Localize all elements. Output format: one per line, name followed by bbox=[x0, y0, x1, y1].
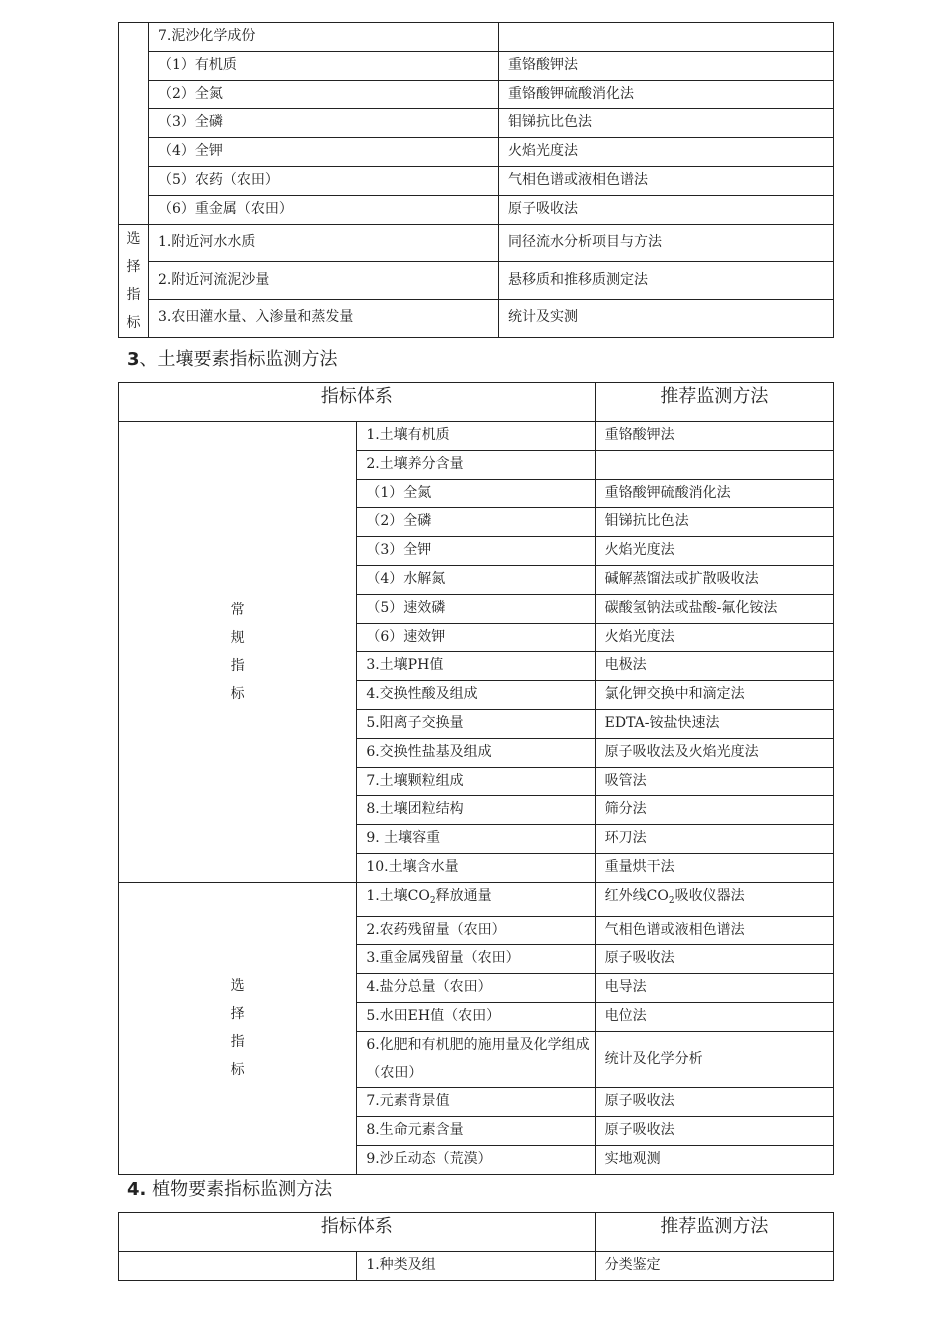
sediment-table bbox=[118, 22, 834, 338]
indicator-cell: 7.土壤颗粒组成 bbox=[357, 767, 595, 796]
method-cell: 同径流水分析项目与方法 bbox=[499, 224, 834, 262]
method-cell bbox=[595, 450, 833, 479]
indicator-cell: （2）全磷 bbox=[357, 508, 595, 537]
method-cell: 重量烘干法 bbox=[595, 853, 833, 882]
method-cell: 悬移质和推移质测定法 bbox=[499, 262, 834, 300]
method-cell: 原子吸收法 bbox=[499, 195, 834, 224]
method-cell: 原子吸收法 bbox=[595, 1088, 833, 1117]
soil-table bbox=[118, 382, 834, 1175]
method-cell: 电位法 bbox=[595, 1002, 833, 1031]
indicator-cell: 9. 土壤容重 bbox=[357, 825, 595, 854]
indicator-cell: 8.土壤团粒结构 bbox=[357, 796, 595, 825]
method-cell: 红外线$CO_2$吸收仪器法 bbox=[595, 882, 833, 916]
indicator-cell: 1.种类及组 bbox=[357, 1252, 595, 1281]
indicator-cell: （4）全钾 bbox=[149, 138, 499, 167]
indicator-cell: 3.重金属残留量（农田） bbox=[357, 945, 595, 974]
method-cell: 钼锑抗比色法 bbox=[499, 109, 834, 138]
header-recommended-method: 推荐监测方法 bbox=[595, 383, 833, 422]
indicator-cell: 5.阳离子交换量 bbox=[357, 709, 595, 738]
method-cell: 重铬酸钾法 bbox=[499, 51, 834, 80]
header-indicator-system: 指标体系 bbox=[119, 1213, 596, 1252]
indicator-cell: 2.土壤养分含量 bbox=[357, 450, 595, 479]
method-cell: 分类鉴定 bbox=[595, 1252, 833, 1281]
method-cell: 统计及化学分析 bbox=[595, 1031, 833, 1088]
indicator-cell: （6）速效钾 bbox=[357, 623, 595, 652]
indicator-cell: 8.生命元素含量 bbox=[357, 1117, 595, 1146]
indicator-cell: （3）全磷 bbox=[149, 109, 499, 138]
indicator-cell: （1）有机质 bbox=[149, 51, 499, 80]
method-cell: 原子吸收法 bbox=[595, 945, 833, 974]
indicator-cell: 3.农田灌水量、入渗量和蒸发量 bbox=[149, 299, 499, 337]
indicator-cell: 7.泥沙化学成份 bbox=[149, 23, 499, 52]
method-cell: 碳酸氢钠法或盐酸-氟化铵法 bbox=[595, 594, 833, 623]
indicator-cell: （3）全钾 bbox=[357, 537, 595, 566]
indicator-cell: （5）农药（农田） bbox=[149, 166, 499, 195]
method-cell: 统计及实测 bbox=[499, 299, 834, 337]
indicator-cell: 1.土壤有机质 bbox=[357, 422, 595, 451]
method-cell: 重铬酸钾法 bbox=[595, 422, 833, 451]
method-cell: EDTA-铵盐快速法 bbox=[595, 709, 833, 738]
method-cell: 筛分法 bbox=[595, 796, 833, 825]
method-cell: 吸管法 bbox=[595, 767, 833, 796]
method-cell: 环刀法 bbox=[595, 825, 833, 854]
method-cell: 碱解蒸馏法或扩散吸收法 bbox=[595, 565, 833, 594]
indicator-cell: 3.土壤PH值 bbox=[357, 652, 595, 681]
category-cell-continued bbox=[119, 23, 149, 225]
method-cell: 火焰光度法 bbox=[499, 138, 834, 167]
indicator-cell: 2.农药残留量（农田） bbox=[357, 916, 595, 945]
indicator-cell: 1.附近河水水质 bbox=[149, 224, 499, 262]
indicator-cell: 6.化肥和有机肥的施用量及化学组成（农田） bbox=[357, 1031, 595, 1088]
optional-category-cell: 选 择 指 标 bbox=[119, 882, 357, 1174]
method-cell: 气相色谱或液相色谱法 bbox=[499, 166, 834, 195]
indicator-cell: （1）全氮 bbox=[357, 479, 595, 508]
method-cell: 火焰光度法 bbox=[595, 623, 833, 652]
section-3-heading: 3、土壤要素指标监测方法 bbox=[127, 349, 338, 370]
category-cell bbox=[119, 1252, 357, 1281]
indicator-cell: （2）全氮 bbox=[149, 80, 499, 109]
regular-category-cell: 常 规 指 标 bbox=[119, 422, 357, 883]
indicator-cell: 4.交换性酸及组成 bbox=[357, 681, 595, 710]
method-cell: 重铬酸钾硫酸消化法 bbox=[499, 80, 834, 109]
indicator-cell: 1.土壤$CO_2$释放通量 bbox=[357, 882, 595, 916]
indicator-cell: （5）速效磷 bbox=[357, 594, 595, 623]
header-indicator-system: 指标体系 bbox=[119, 383, 596, 422]
plant-table bbox=[118, 1212, 834, 1281]
method-cell: 火焰光度法 bbox=[595, 537, 833, 566]
indicator-cell: 2.附近河流泥沙量 bbox=[149, 262, 499, 300]
optional-category-cell: 选 择 指 标 bbox=[119, 224, 149, 337]
method-cell: 钼锑抗比色法 bbox=[595, 508, 833, 537]
method-cell: 电导法 bbox=[595, 974, 833, 1003]
indicator-cell: 6.交换性盐基及组成 bbox=[357, 738, 595, 767]
method-cell: 原子吸收法 bbox=[595, 1117, 833, 1146]
method-cell: 重铬酸钾硫酸消化法 bbox=[595, 479, 833, 508]
indicator-cell: （6）重金属（农田） bbox=[149, 195, 499, 224]
indicator-cell: 9.沙丘动态（荒漠） bbox=[357, 1145, 595, 1174]
indicator-cell: 4.盐分总量（农田） bbox=[357, 974, 595, 1003]
method-cell: 氯化钾交换中和滴定法 bbox=[595, 681, 833, 710]
header-recommended-method: 推荐监测方法 bbox=[595, 1213, 833, 1252]
indicator-cell: （4）水解氮 bbox=[357, 565, 595, 594]
method-cell: 气相色谱或液相色谱法 bbox=[595, 916, 833, 945]
method-cell: 实地观测 bbox=[595, 1145, 833, 1174]
method-cell: 原子吸收法及火焰光度法 bbox=[595, 738, 833, 767]
method-cell bbox=[499, 23, 834, 52]
section-4-heading: 4. 植物要素指标监测方法 bbox=[127, 1179, 333, 1200]
indicator-cell: 5.水田EH值（农田） bbox=[357, 1002, 595, 1031]
indicator-cell: 7.元素背景值 bbox=[357, 1088, 595, 1117]
method-cell: 电极法 bbox=[595, 652, 833, 681]
indicator-cell: 10.土壤含水量 bbox=[357, 853, 595, 882]
